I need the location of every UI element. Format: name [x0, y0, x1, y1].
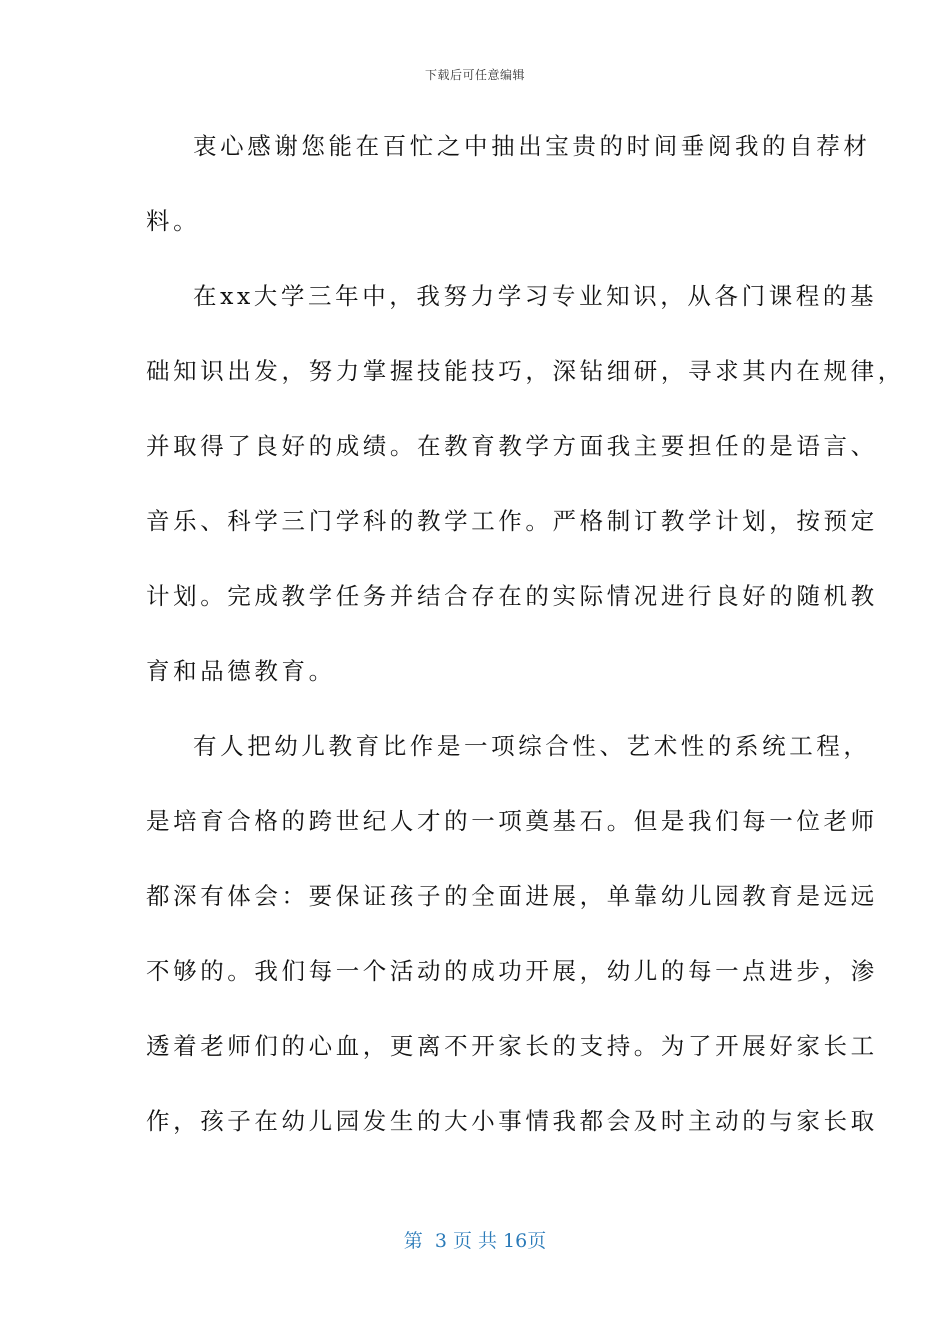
header-note: 下载后可任意编辑: [424, 68, 525, 82]
paragraph-line: 作，孩子在幼儿园发生的大小事情我都会及时主动的与家长取: [146, 1107, 878, 1135]
paragraph-line: 是培育合格的跨世纪人才的一项奠基石。但是我们每一位老师: [146, 807, 878, 835]
paragraph-line: 础知识出发，努力掌握技能技巧，深钻细研，寻求其内在规律，: [146, 357, 905, 385]
page-number: 第 3 页 共 16页: [403, 1230, 547, 1252]
paragraph-line: 育和品德教育。: [146, 657, 336, 685]
paragraph-line: 都深有体会：要保证孩子的全面进展，单靠幼儿园教育是远远: [146, 882, 878, 910]
paragraph-line: 透着老师们的心血，更离不开家长的支持。为了开展好家长工: [146, 1032, 878, 1060]
paragraph-line: 计划。完成教学任务并结合存在的实际情况进行良好的随机教: [146, 582, 878, 610]
paragraph-line: 并取得了良好的成绩。在教育教学方面我主要担任的是语言、: [146, 432, 878, 460]
paragraph-line: 衷心感谢您能在百忙之中抽出宝贵的时间垂阅我的自荐材: [193, 132, 871, 160]
paragraph-line: 不够的。我们每一个活动的成功开展，幼儿的每一点进步，渗: [146, 957, 878, 985]
paragraph-line: 音乐、科学三门学科的教学工作。严格制订教学计划，按预定: [146, 507, 878, 535]
body-text: [146, 118, 905, 1168]
paragraph-line: 料。: [146, 207, 201, 235]
paragraph-line: 有人把幼儿教育比作是一项综合性、艺术性的系统工程，: [193, 732, 871, 760]
paragraph-line: 在xx大学三年中，我努力学习专业知识，从各门课程的基: [193, 282, 878, 310]
